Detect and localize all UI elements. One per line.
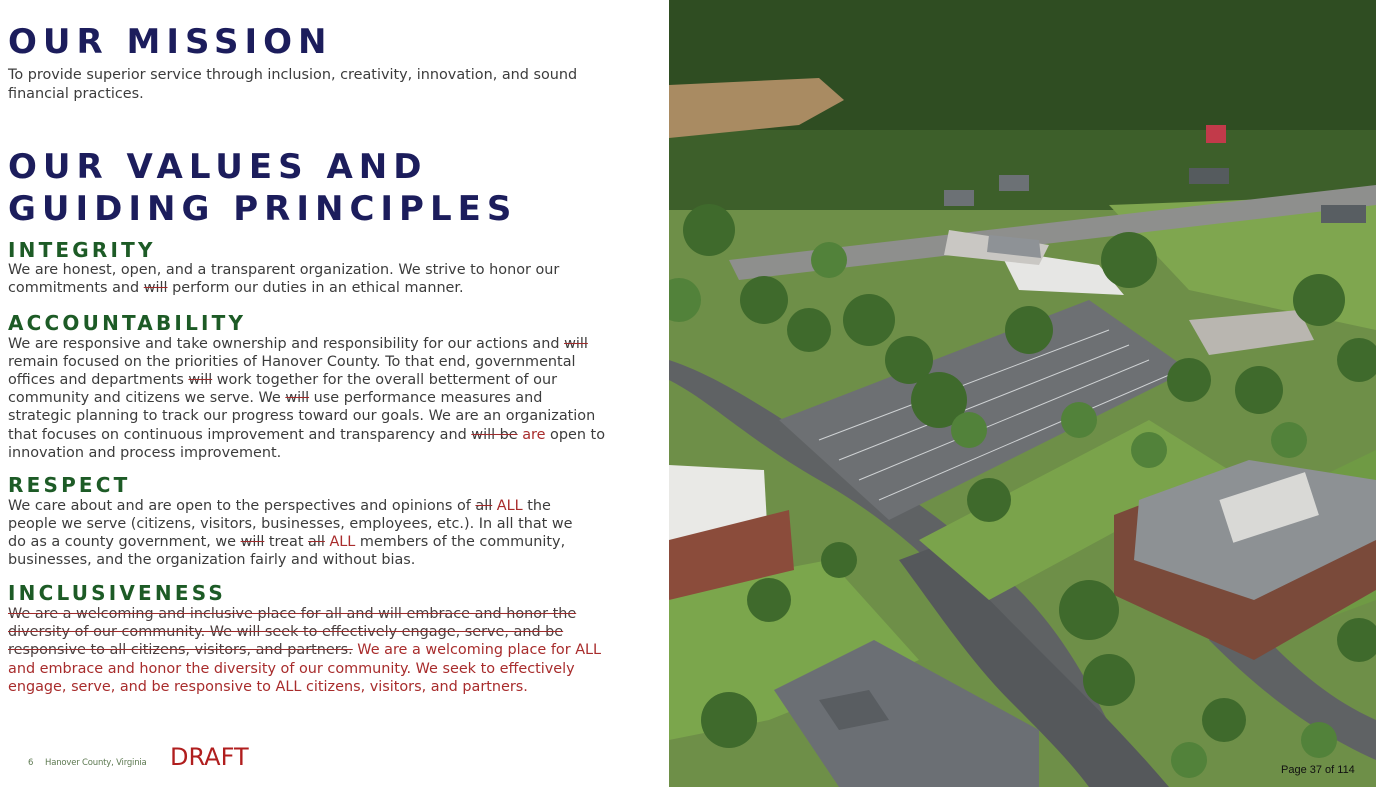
mission-text-line-2: financial practices. bbox=[8, 86, 144, 102]
accountability-line-7: innovation and process improvement. bbox=[8, 445, 282, 461]
footer-county: Hanover County, Virginia bbox=[45, 758, 147, 768]
respect-line-4: businesses, and the organization fairly and without bias. bbox=[8, 552, 416, 568]
deleted-text: will bbox=[188, 372, 213, 388]
values-title-line-1: OUR VALUES AND bbox=[8, 147, 428, 187]
inclusiveness-line-3 bbox=[8, 641, 601, 659]
inserted-text: are bbox=[517, 427, 546, 443]
deleted-text: all bbox=[475, 498, 493, 514]
accountability-line-1: We are responsive and take ownership and responsibility for our actions and will bbox=[8, 336, 588, 352]
integrity-heading: INTEGRITY bbox=[8, 238, 156, 262]
pdf-page-indicator: Page 37 of 114 bbox=[1281, 764, 1355, 776]
inclusiveness-line-4: and embrace and honor the diversity of our community. We seek to effectively bbox=[8, 661, 575, 677]
accountability-line-6: that focuses on continuous improvement and transparency and will be are open to bbox=[8, 427, 605, 443]
inclusiveness-line-2: diversity of our community. We will seek to effectively engage, serve, and be bbox=[8, 624, 564, 640]
respect-line-2: people we serve (citizens, visitors, businesses, employees, etc.). In all that we bbox=[8, 516, 573, 532]
deleted-text: will be bbox=[471, 427, 518, 443]
inclusiveness-heading: INCLUSIVENESS bbox=[8, 581, 227, 605]
integrity-line-2: commitments and will perform our duties in an ethical manner. bbox=[8, 280, 464, 296]
deleted-text: responsive to all citizens, visitors, and partners. bbox=[8, 642, 353, 658]
respect-heading: RESPECT bbox=[8, 473, 131, 497]
deleted-text: will bbox=[143, 280, 168, 296]
values-title-line-2: GUIDING PRINCIPLES bbox=[8, 189, 518, 229]
integrity-line-1: We are honest, open, and a transparent organization. We strive to honor our bbox=[8, 262, 560, 278]
inserted-text: ALL bbox=[324, 534, 356, 550]
aerial-photo bbox=[669, 0, 1376, 787]
inserted-text: ALL bbox=[492, 498, 523, 514]
inclusiveness-line-1: We are a welcoming and inclusive place for all and will embrace and honor the bbox=[8, 606, 577, 622]
accountability-line-3: offices and departments will work together for the overall betterment of our bbox=[8, 372, 558, 388]
text-column bbox=[0, 0, 669, 787]
respect-line-3: do as a county government, we will treat all ALL members of the community, bbox=[8, 534, 566, 550]
inserted-text: We are a welcoming place for ALL bbox=[352, 642, 602, 658]
draft-label: DRAFT bbox=[170, 743, 249, 771]
deleted-text: will bbox=[564, 336, 588, 352]
footer-page-number: 6 bbox=[28, 758, 34, 768]
inclusiveness-line-5: engage, serve, and be responsive to ALL citizens, visitors, and partners. bbox=[8, 679, 528, 695]
deleted-text: will bbox=[240, 534, 265, 550]
deleted-text: will bbox=[285, 390, 310, 406]
accountability-line-2: remain focused on the priorities of Hanover County. To that end, governmental bbox=[8, 354, 576, 370]
aerial-photo-illustration bbox=[669, 0, 1376, 787]
respect-line-1: We care about and are open to the perspectives and opinions of all ALL the bbox=[8, 498, 551, 514]
mission-text-line-1: To provide superior service through inclusion, creativity, innovation, and sound bbox=[8, 67, 578, 83]
accountability-heading: ACCOUNTABILITY bbox=[8, 311, 247, 335]
mission-title: OUR MISSION bbox=[8, 22, 333, 62]
accountability-line-4: community and citizens we serve. We will use performance measures and bbox=[8, 390, 543, 406]
deleted-text: all bbox=[308, 534, 325, 550]
accountability-line-5: strategic planning to track our progress toward our goals. We are an organization bbox=[8, 408, 596, 424]
